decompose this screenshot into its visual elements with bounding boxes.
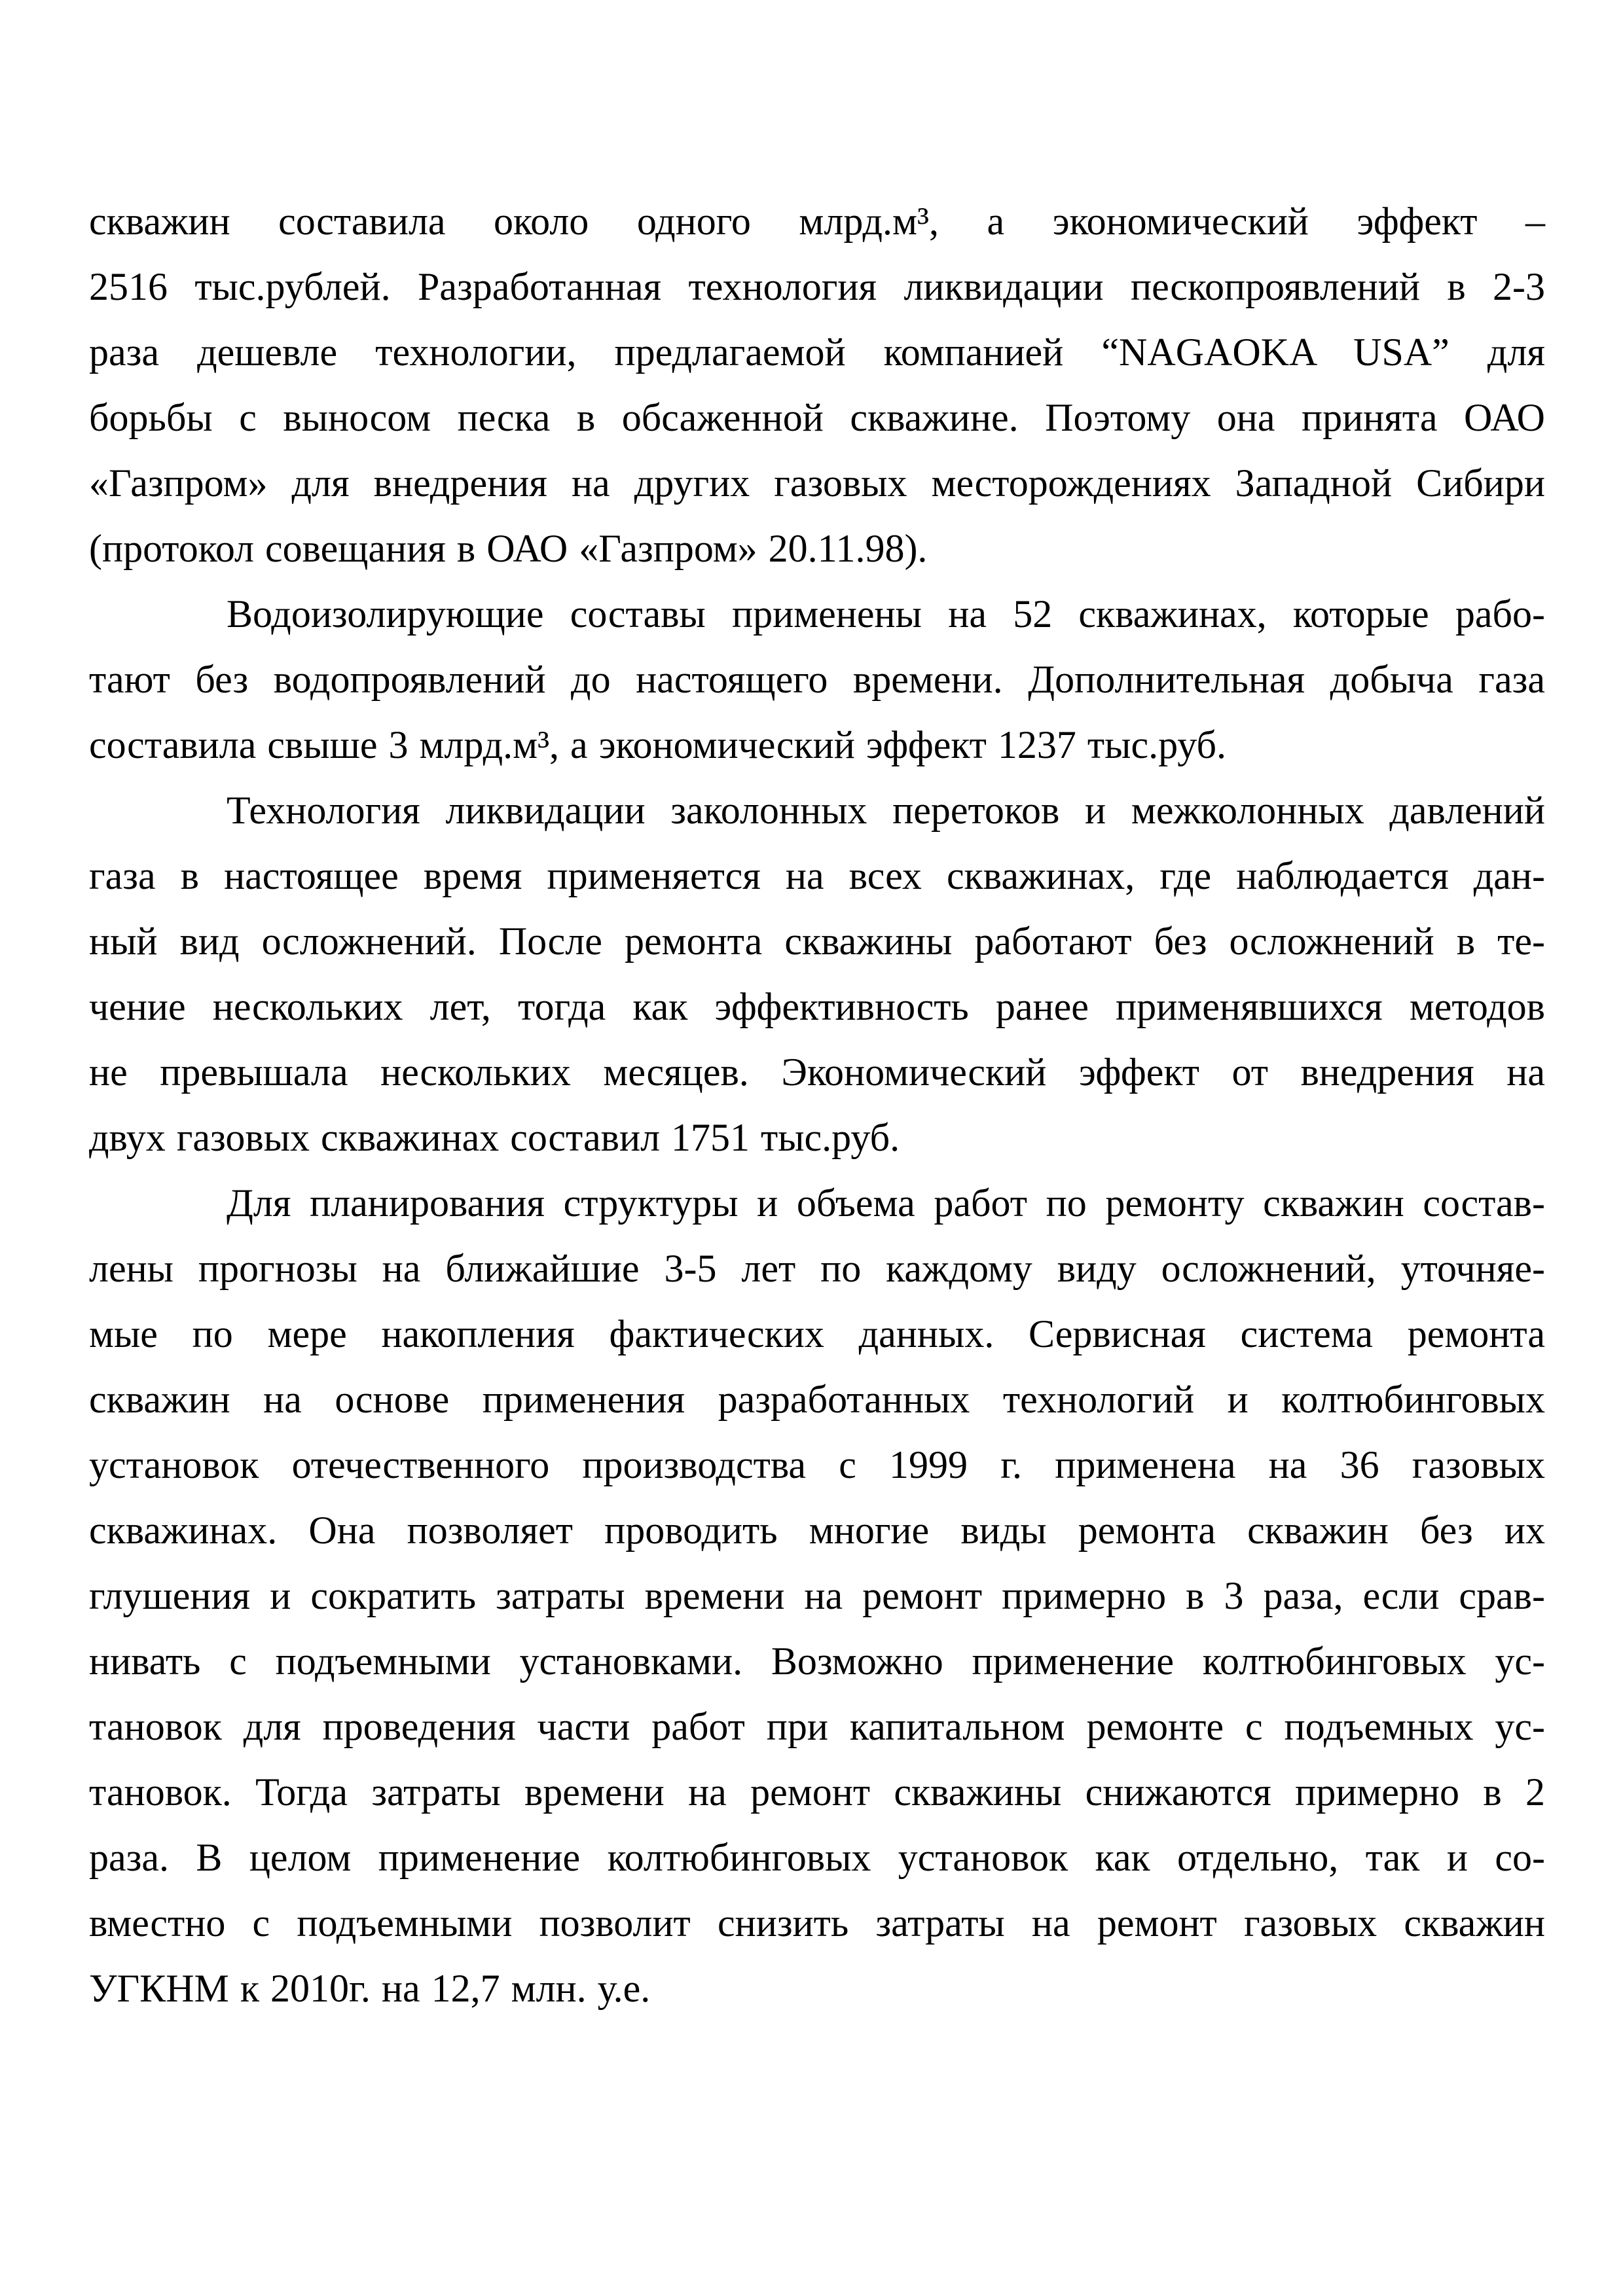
text-line: двух газовых скважинах составил 1751 тыс.руб. [89,1116,900,1159]
text-line: раза дешевле технологии, предлагаемой компанией “NAGAOKA USA” для [89,331,1545,374]
paragraph-2 [89,581,1545,778]
text-line: УГКНМ к 2010г. на 12,7 млн. у.е. [89,1967,651,2010]
text-line: (протокол совещания в ОАО «Газпром» 20.11.98). [89,527,928,570]
text-line: составила свыше 3 млрд.м³, а экономический эффект 1237 тыс.руб. [89,723,1227,766]
text-line: чение нескольких лет, тогда как эффективность ранее применявшихся методов [89,985,1545,1028]
text-line: установок отечественного производства с 1999 г. применена на 36 газовых [89,1443,1545,1486]
text-line: мые по мере накопления фактических данных. Сервисная система ремонта [89,1312,1545,1355]
text-line: Для планирования структуры и объема работ по ремонту скважин состав- [227,1181,1545,1225]
text-line: Технология ликвидации заколонных перетоков и межколонных давлений [227,789,1545,832]
text-line: тановок для проведения части работ при капитальном ремонте с подъемных ус- [89,1705,1545,1748]
text-line: скважин на основе применения разработанных технологий и колтюбинговых [89,1378,1545,1421]
text-line: нивать с подъемными установками. Возможно применение колтюбинговых ус- [89,1640,1545,1683]
paragraph-4 [89,1170,1545,2021]
text-line: Водоизолирующие составы применены на 52 скважинах, которые рабо- [227,592,1545,636]
text-line: вместно с подъемными позволит снизить затраты на ремонт газовых скважин [89,1901,1545,1945]
text-line: «Газпром» для внедрения на других газовых месторождениях Западной Сибири [89,461,1545,505]
text-line: ный вид осложнений. После ремонта скважины работают без осложнений в те- [89,920,1545,963]
text-line: раза. В целом применение колтюбинговых установок как отдельно, так и со- [89,1836,1545,1879]
text-line: 2516 тыс.рублей. Разработанная технология ликвидации пескопроявлений в 2-3 [89,265,1545,308]
paragraph-3 [89,778,1545,1170]
text-line: тановок. Тогда затраты времени на ремонт скважины снижаются примерно в 2 [89,1770,1545,1814]
text-line: не превышала нескольких месяцев. Экономический эффект от внедрения на [89,1050,1545,1094]
text-line: газа в настоящее время применяется на всех скважинах, где наблюдается дан- [89,854,1545,897]
text-column [89,188,1545,2021]
text-line: скважин составила около одного млрд.м³, а экономический эффект – [89,200,1545,243]
text-line: глушения и сократить затраты времени на ремонт примерно в 3 раза, если срав- [89,1574,1545,1617]
text-line: скважинах. Она позволяет проводить многие виды ремонта скважин без их [89,1509,1545,1552]
text-line: тают без водопроявлений до настоящего времени. Дополнительная добыча газа [89,658,1545,701]
text-line: борьбы с выносом песка в обсаженной скважине. Поэтому она принята ОАО [89,396,1545,439]
paragraph-1 [89,188,1545,581]
text-line: лены прогнозы на ближайшие 3-5 лет по каждому виду осложнений, уточняе- [89,1247,1545,1290]
